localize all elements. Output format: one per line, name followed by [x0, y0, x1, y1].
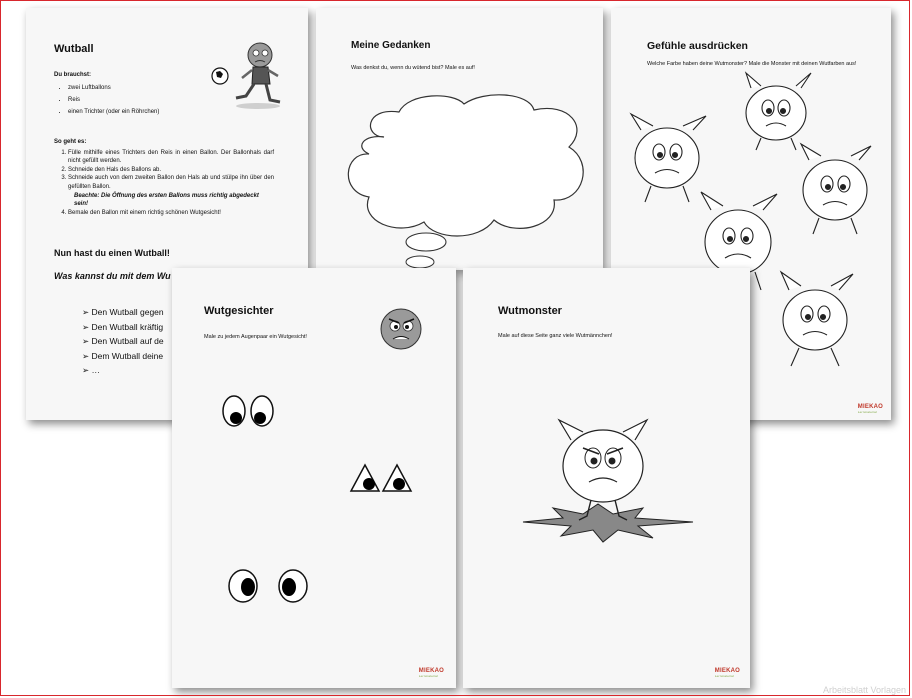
prompt: Male auf diese Seite ganz viele Wutmännchen! — [498, 333, 613, 339]
list-item: ➢ Den Wutball kräftig — [82, 321, 164, 332]
wutmonster-illustration — [523, 416, 693, 546]
list-item: ➢ Den Wutball auf de — [82, 336, 164, 346]
note: Beachte: Die Öffnung des ersten Ballons muss richtig abgedeckt sein! — [74, 192, 259, 208]
list-item: ➢ … — [82, 365, 100, 375]
page-title: Wutmonster — [498, 305, 562, 317]
list-item: 4. Bemale den Ballon mit einem richtig schönen Wutgesicht! — [68, 209, 274, 218]
steps-list-cont — [54, 209, 274, 218]
miekao-logo: MIEKAO Lernmaterial — [714, 668, 740, 678]
monster-icon — [781, 272, 853, 366]
prompt: Was denkst du, wenn du wütend bist? Male es auf! — [351, 65, 475, 71]
angry-face-icon — [378, 306, 424, 352]
monster-icon — [746, 73, 811, 150]
list-item: ➢ Den Wutball gegen — [82, 307, 164, 317]
done-line: Nun hast du einen Wutball! — [54, 248, 170, 258]
triangle-eyes-icon — [348, 462, 414, 494]
monster-icon — [801, 144, 871, 234]
list-item: 1. Fülle mithilfe eines Trichters den Reis in einen Ballon. Der Ballonhals darf nicht gefüllt werden. — [68, 149, 274, 166]
miekao-logo: MIEKAO Lernmaterial — [857, 404, 883, 414]
list-item: ➢ Dem Wutball deine — [82, 350, 164, 361]
watermark: Arbeitsblatt Vorlagen — [822, 685, 906, 695]
list-item: • Reis — [68, 94, 304, 106]
materials-heading: Du brauchst: — [54, 72, 92, 78]
steps-list — [54, 149, 274, 192]
round-eyes-icon — [220, 393, 278, 433]
materials-section — [54, 71, 304, 118]
prompt: Male zu jedem Augenpaar ein Wutgesicht! — [204, 334, 307, 340]
worksheet-wutgesichter — [172, 268, 456, 688]
materials-list — [54, 82, 304, 118]
list-item: 2. Schneide den Hals des Ballons ab. — [68, 166, 274, 175]
page-title: Gefühle ausdrücken — [647, 40, 748, 52]
prompt: Welche Farbe haben deine Wutmonster? Male die Monster mit deinen Wutfarben aus! — [647, 61, 857, 67]
question: Was kannst du mit dem Wu — [54, 271, 171, 281]
thought-bubble-icon — [344, 92, 594, 272]
page-title: Wutgesichter — [204, 305, 274, 317]
list-item: • zwei Luftballons — [68, 82, 304, 94]
worksheet-meine-gedanken — [316, 8, 603, 270]
list-item: 3. Schneide auch von dem zweiten Ballon den Hals ab und stülpe ihn über den gefüllten Ballon. — [68, 174, 274, 191]
steps-section — [54, 138, 274, 217]
monster-icon — [631, 114, 706, 202]
worksheet-wutmonster — [463, 268, 750, 688]
steps-heading: So geht es: — [54, 139, 87, 145]
miekao-logo: MIEKAO Lernmaterial — [418, 668, 444, 678]
page-title: Meine Gedanken — [351, 40, 431, 51]
check-list — [82, 305, 164, 378]
list-item: • einen Trichter (oder ein Röhrchen) — [68, 106, 304, 118]
oval-eyes-icon — [228, 568, 312, 604]
page-title: Wutball — [54, 43, 94, 55]
